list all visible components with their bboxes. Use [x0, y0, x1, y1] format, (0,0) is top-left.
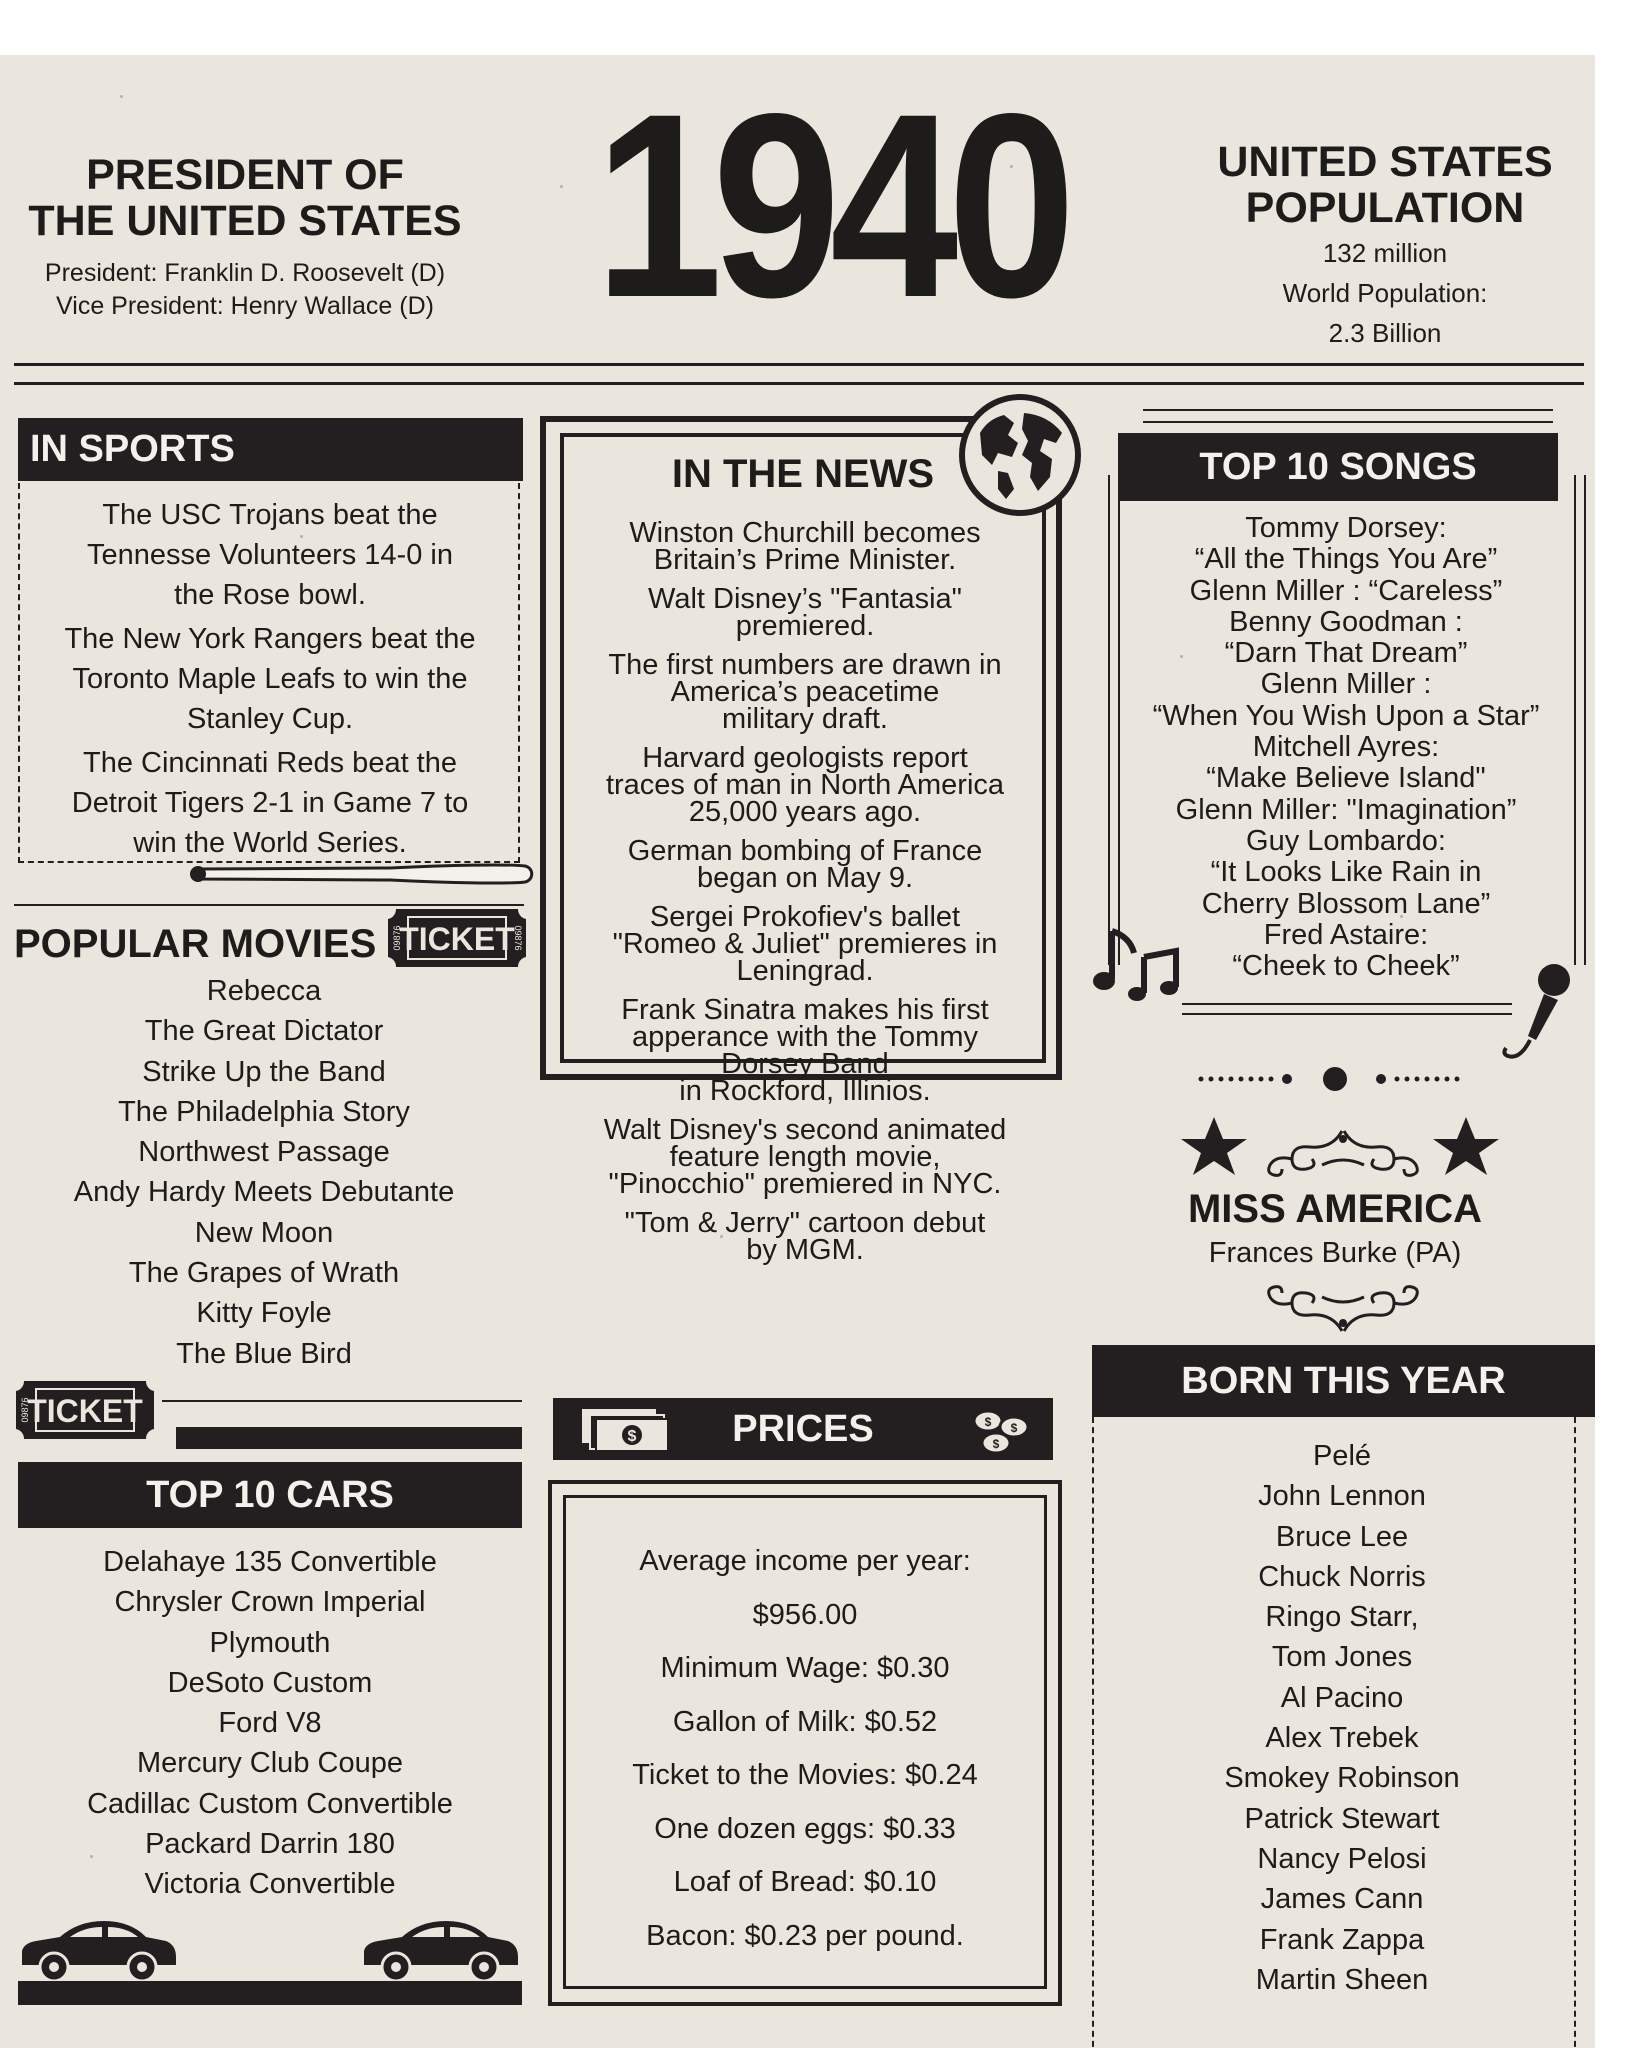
cars-heading: TOP 10 CARS [18, 1462, 522, 1528]
car-item: Delahaye 135 Convertible [103, 1546, 437, 1578]
president-info [0, 257, 490, 323]
song-line: Mitchell Ayres: [1252, 731, 1440, 764]
born-item: John Lennon [1258, 1480, 1426, 1513]
news-line: feature length movie, [669, 1141, 941, 1173]
news-line: Winston Churchill becomes [629, 517, 981, 549]
song-line: Benny Goodman : [1229, 605, 1463, 638]
sports-line: The Cincinnati Reds beat the [83, 747, 457, 779]
sports-heading: IN SPORTS [18, 418, 523, 481]
news-item [570, 835, 1040, 894]
president-heading-line1: PRESIDENT OF [86, 151, 404, 199]
price-item: Minimum Wage: $0.30 [660, 1652, 950, 1684]
ticket-number: 09876 [513, 925, 523, 951]
news-line: apperance with the Tommy [631, 1021, 979, 1053]
svg-text:$: $ [992, 1437, 1000, 1451]
songs-frame-left1 [1108, 475, 1110, 965]
car-item: Cadillac Custom Convertible [87, 1787, 453, 1820]
price-item: Gallon of Milk: $0.52 [672, 1705, 938, 1738]
news-line: "Tom & Jerry" cartoon debut [624, 1207, 986, 1239]
news-line: Harvard geologists report [642, 742, 968, 774]
songs-frame-right1 [1574, 475, 1576, 965]
car-icon [360, 1915, 520, 1983]
prices-heading: PRICES [732, 1408, 874, 1450]
song-line: Glenn Miller : “Careless” [1189, 574, 1503, 607]
miss-america-winner: Frances Burke (PA) [1208, 1237, 1462, 1269]
star-icon [1178, 1115, 1250, 1177]
sports-line: The New York Rangers beat the [64, 623, 476, 655]
baseball-bat-icon [190, 861, 535, 887]
born-item: Frank Zappa [1259, 1923, 1425, 1956]
song-line: “Cheek to Cheek” [1232, 950, 1460, 983]
movie-item: Andy Hardy Meets Debutante [73, 1176, 455, 1209]
song-line: “All the Things You Are” [1194, 543, 1498, 576]
news-item [570, 583, 1040, 642]
population-heading-line1: UNITED STATES [1217, 138, 1553, 186]
year-title: 1940 [594, 59, 1066, 352]
population-info [1180, 233, 1590, 353]
movie-item: The Grapes of Wrath [128, 1257, 400, 1290]
car-item: Packard Darrin 180 [145, 1828, 395, 1861]
ornament-icon [1262, 1125, 1424, 1185]
born-item: Ringo Starr, [1265, 1601, 1419, 1634]
population-heading-line2: POPULATION [1245, 184, 1525, 232]
sports-divider [14, 904, 524, 906]
car-item: DeSoto Custom [167, 1666, 373, 1699]
movies-list [14, 971, 514, 1374]
news-line: Dorsey Band [721, 1048, 889, 1080]
music-notes-icon [1090, 923, 1182, 1003]
price-item: Bacon: $0.23 per pound. [646, 1919, 964, 1952]
news-item [570, 1114, 1040, 1200]
price-item: Loaf of Bread: $0.10 [673, 1866, 937, 1898]
born-list [1092, 1436, 1592, 2000]
movie-item: The Blue Bird [176, 1337, 352, 1370]
president-heading-line2: THE UNITED STATES [28, 197, 462, 245]
sports-line: the Rose bowl. [174, 579, 366, 611]
news-line: in Rockford, Illinios. [679, 1075, 931, 1107]
songs-heading: TOP 10 SONGS [1118, 433, 1558, 501]
news-item [570, 994, 1040, 1107]
svg-text:$: $ [984, 1415, 992, 1429]
song-line: Guy Lombardo: [1246, 824, 1446, 857]
sports-line: Stanley Cup. [186, 703, 354, 735]
coins-icon [968, 1405, 1034, 1457]
prices-list [560, 1535, 1050, 1963]
car-icon [18, 1915, 178, 1983]
price-item: $956.00 [752, 1598, 858, 1631]
svg-text:$: $ [1010, 1421, 1018, 1435]
song-line: Fred Astaire: [1263, 918, 1429, 951]
cars-rule-thin [162, 1400, 522, 1402]
news-line: Britain’s Prime Minister. [653, 544, 957, 576]
news-line: America’s peacetime [670, 676, 940, 708]
sports-line: Toronto Maple Leafs to win the [72, 663, 468, 695]
song-line: “Darn That Dream” [1224, 637, 1468, 670]
ticket-number: 09876 [20, 1397, 30, 1423]
born-item: Alex Trebek [1265, 1722, 1419, 1755]
news-line: 25,000 years ago. [688, 796, 922, 828]
microphone-icon [1500, 960, 1580, 1080]
ticket-icon [386, 907, 528, 969]
cars-rule-thick [176, 1427, 522, 1449]
ornament-icon [1262, 1277, 1424, 1337]
car-item: Chrysler Crown Imperial [114, 1586, 426, 1619]
born-item: Al Pacino [1280, 1681, 1404, 1714]
cars-bottom-rule [18, 1981, 522, 2005]
news-line: premiered. [735, 610, 875, 642]
born-item: Smokey Robinson [1224, 1762, 1460, 1795]
news-line: The first numbers are drawn in [608, 649, 1002, 681]
song-line: Tommy Dorsey: [1245, 512, 1447, 544]
born-item: Martin Sheen [1255, 1963, 1429, 1996]
movie-item: Strike Up the Band [142, 1055, 386, 1088]
price-item: Ticket to the Movies: $0.24 [632, 1759, 978, 1791]
news-line: began on May 9. [696, 862, 914, 894]
movie-item: The Philadelphia Story [118, 1095, 410, 1128]
news-line: German bombing of France [627, 835, 983, 867]
born-item: Nancy Pelosi [1257, 1842, 1427, 1875]
car-item: Mercury Club Coupe [137, 1747, 403, 1780]
news-line: Sergei Prokofiev's ballet [649, 901, 961, 933]
vice-president-name: Vice President: Henry Wallace (D) [56, 292, 434, 320]
us-population: 132 million [1322, 238, 1448, 268]
movie-item: Northwest Passage [138, 1136, 390, 1169]
header-rule-bottom [14, 382, 1584, 385]
news-item [570, 649, 1040, 735]
sports-line: The USC Trojans beat the [102, 499, 438, 531]
ticket-label: TICKET [399, 921, 515, 957]
globe-icon [958, 393, 1082, 517]
news-list [570, 517, 1040, 1276]
songs-rule-top2 [1143, 421, 1553, 423]
ticket-label: TICKET [27, 1393, 143, 1429]
money-icon [580, 1407, 672, 1453]
born-item: Patrick Stewart [1244, 1802, 1440, 1835]
news-line: "Romeo & Juliet" premieres in [612, 928, 998, 960]
news-line: "Pinocchio" premiered in NYC. [608, 1168, 1002, 1200]
cars-list [18, 1542, 522, 1905]
news-line: by MGM. [746, 1234, 864, 1266]
songs-list [1118, 513, 1574, 982]
song-line: Glenn Miller : [1260, 668, 1432, 701]
songs-frame-right2 [1584, 475, 1586, 965]
movie-item: Kitty Foyle [196, 1297, 332, 1330]
sports-line: Tennesse Volunteers 14-0 in [87, 539, 453, 571]
song-line: “Make Believe Island" [1206, 762, 1486, 795]
president-name: President: Franklin D. Roosevelt (D) [44, 259, 446, 287]
star-icon [1430, 1115, 1502, 1177]
car-item: Plymouth [209, 1626, 331, 1659]
sports-line: win the World Series. [133, 827, 407, 859]
price-item: Average income per year: [639, 1545, 971, 1577]
president-heading [0, 152, 490, 244]
song-line: Cherry Blossom Lane” [1201, 887, 1491, 920]
car-item: Victoria Convertible [144, 1868, 396, 1901]
movie-item: Rebecca [206, 975, 322, 1007]
songs-rule-bottom1 [1182, 1003, 1512, 1005]
song-line: Glenn Miller: "Imagination” [1175, 793, 1517, 826]
world-population: 2.3 Billion [1328, 318, 1442, 348]
born-item: Tom Jones [1271, 1641, 1413, 1674]
news-item [570, 517, 1040, 576]
news-item [570, 901, 1040, 987]
born-item: James Cann [1260, 1883, 1424, 1916]
car-item: Ford V8 [218, 1707, 322, 1740]
ticket-icon [14, 1379, 156, 1441]
born-item: Pelé [1312, 1440, 1372, 1472]
news-line: Leningrad. [736, 955, 874, 987]
world-population-label: World Population: [1282, 278, 1488, 308]
song-line: “It Looks Like Rain in [1210, 856, 1482, 889]
movie-item: The Great Dictator [144, 1015, 384, 1048]
songs-rule-bottom2 [1182, 1013, 1512, 1015]
news-item [570, 1207, 1040, 1266]
miss-america-heading: MISS AMERICA [1187, 1187, 1483, 1231]
born-heading: BORN THIS YEAR [1092, 1345, 1595, 1417]
news-line: military draft. [722, 703, 888, 735]
born-item: Chuck Norris [1258, 1560, 1426, 1593]
ticket-number: 09876 [392, 925, 402, 951]
movie-item: New Moon [194, 1216, 334, 1249]
movies-heading: POPULAR MOVIES [14, 922, 377, 966]
header-rule-top [14, 363, 1584, 366]
songs-rule-top1 [1143, 409, 1553, 411]
born-item: Bruce Lee [1275, 1520, 1409, 1553]
price-item: One dozen eggs: $0.33 [654, 1812, 956, 1845]
paper-background [0, 55, 1595, 2048]
svg-text:$: $ [627, 1428, 637, 1445]
song-line: “When You Wish Upon a Star” [1152, 699, 1540, 732]
news-item [570, 742, 1040, 828]
news-line: traces of man in North America [605, 769, 1005, 801]
population-heading [1180, 139, 1590, 231]
news-heading: IN THE NEWS [671, 452, 935, 496]
sports-line: Detroit Tigers 2-1 in Game 7 to [71, 787, 469, 819]
news-line: Walt Disney's second animated [603, 1114, 1007, 1146]
news-line: Frank Sinatra makes his first [621, 994, 989, 1026]
sports-list [20, 495, 520, 863]
news-line: Walt Disney’s "Fantasia" [648, 583, 962, 615]
